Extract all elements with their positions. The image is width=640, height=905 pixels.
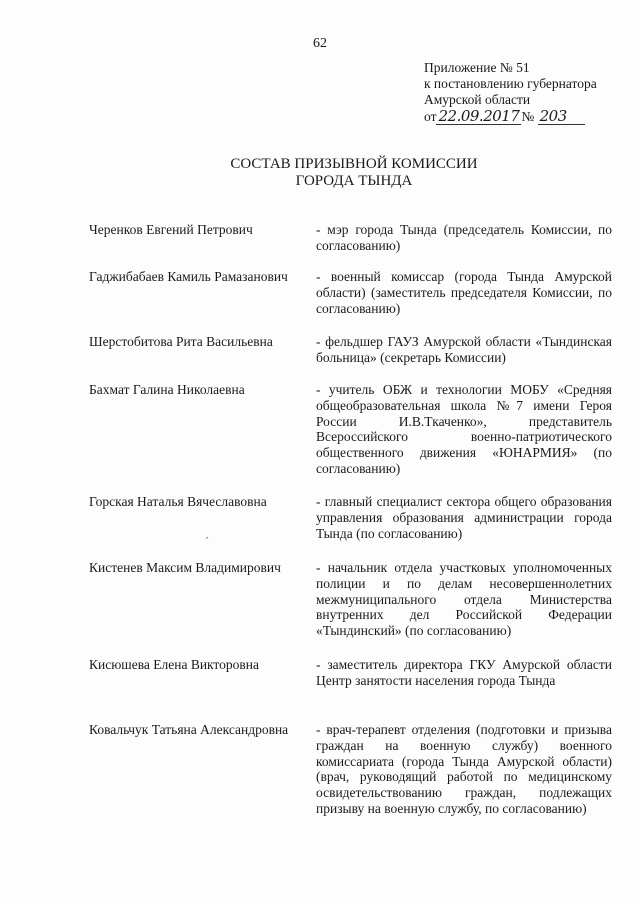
member-role: - мэр города Тында (председатель Комиссии, по согласованию) — [316, 222, 612, 253]
member-role: - фельдшер ГАУЗ Амурской области «Тындинская больница» (секретарь Комиссии) — [316, 334, 612, 365]
member-role: - заместитель директора ГКУ Амурской области Центр занятости населения города Тында — [316, 657, 612, 688]
date-prefix: от — [424, 109, 437, 124]
member-name: Черенков Евгений Петрович — [89, 222, 253, 237]
member-role: - главный специалист сектора общего образования управления образования администрации города Тында (по согласованию) — [316, 494, 612, 541]
handwritten-date: 22.09.2017 — [438, 107, 520, 125]
appendix-block — [424, 60, 597, 125]
scan-speck: ´ — [202, 535, 210, 548]
appendix-region: Амурской области — [424, 92, 531, 107]
appendix-number: Приложение № 51 — [424, 60, 530, 75]
member-role: - врач-терапевт отделения (подготовки и призыва граждан на военную службу) военного комиссариата (города Тында Амурской области) (врач, руководящий работой по медицинскому освидетельствованию граждан, подлежащих призыву на военную службу, по согласованию) — [316, 722, 612, 816]
appendix-date-line — [424, 108, 597, 125]
member-role: - военный комиссар (города Тында Амурской области) (заместитель председателя Комиссии, по согласованию) — [316, 269, 612, 316]
member-name: Шерстобитова Рита Васильевна — [89, 334, 273, 349]
member-role: - учитель ОБЖ и технологии МОБУ «Средняя общеобразовательная школа №7 имени Героя России И.В.Ткаченко», представитель Всероссийского военно-патриотического общественного движения «ЮНАРМИЯ» (по согласованию) — [316, 382, 612, 476]
member-name: Гаджибабаев Камиль Рамазанович — [89, 269, 288, 284]
appendix-reference: к постановлению губернатора — [424, 76, 597, 91]
handwritten-number: 203 — [538, 108, 585, 125]
member-name: Кистенев Максим Владимирович — [89, 560, 281, 575]
title-line-2: ГОРОДА ТЫНДА — [295, 173, 413, 189]
member-name: Кисюшева Елена Викторовна — [89, 657, 259, 672]
number-prefix: № — [521, 109, 535, 124]
page-number: 62 — [313, 36, 327, 51]
title-line-1: СОСТАВ ПРИЗЫВНОЙ КОМИССИИ — [230, 156, 478, 172]
member-name: Бахмат Галина Николаевна — [89, 382, 245, 397]
member-name: Горская Наталья Вячеславовна — [89, 494, 267, 509]
member-role: - начальник отдела участковых уполномоченных полиции и по делам несовершеннолетних межмуниципального отдела Министерства внутренних дел Российской Федерации «Тындинский» (по согласованию) — [316, 560, 612, 639]
document-title — [0, 156, 640, 190]
member-name: Ковальчук Татьяна Александровна — [89, 722, 289, 737]
